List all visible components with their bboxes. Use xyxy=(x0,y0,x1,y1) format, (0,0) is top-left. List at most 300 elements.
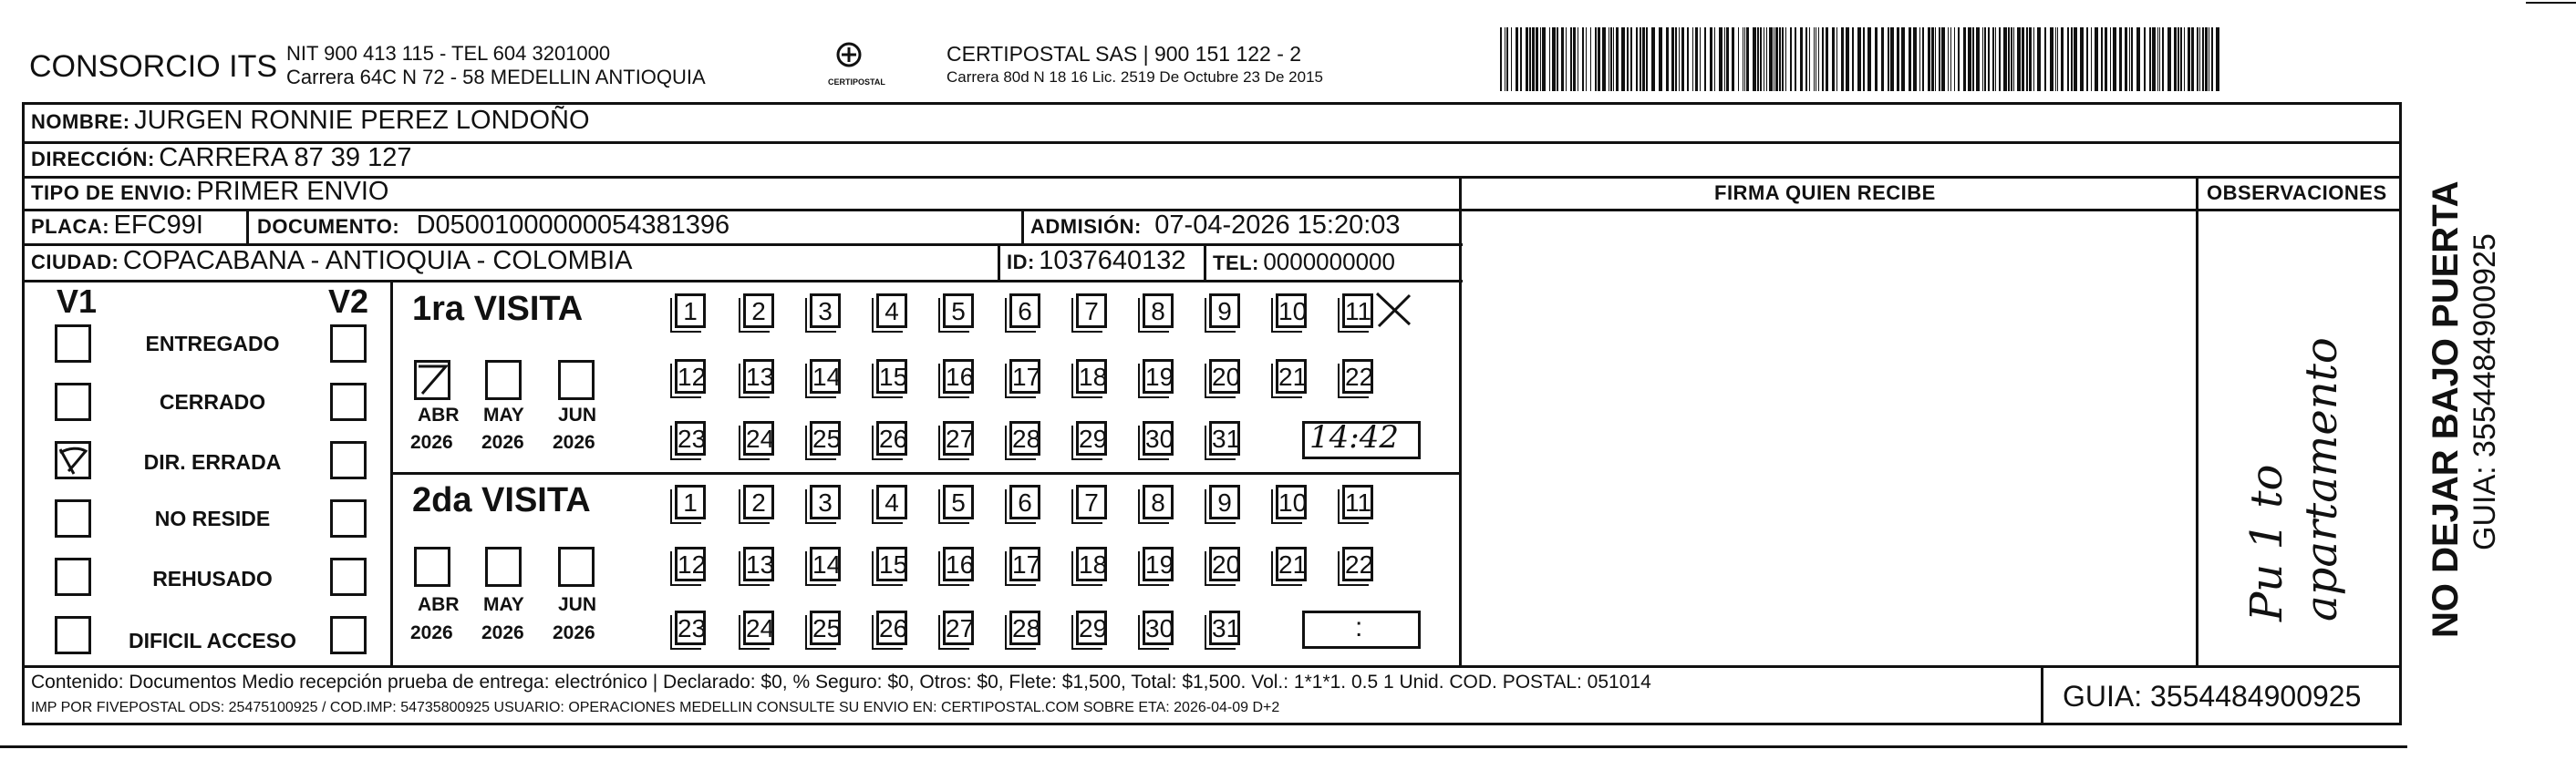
barcode-bar xyxy=(2197,27,2198,91)
barcode-bar xyxy=(2211,27,2213,91)
second-visit-day-30-box[interactable]: 30 xyxy=(1143,611,1174,645)
second-visit-day-23-box[interactable]: 23 xyxy=(675,611,706,645)
barcode-bar xyxy=(2216,27,2219,91)
barcode-bar xyxy=(1675,27,1677,91)
barcode-bar xyxy=(1919,27,1920,91)
barcode-bar xyxy=(1958,27,1960,91)
barcode-bar xyxy=(2080,27,2084,91)
observation-handwriting: Pu 1 to apartamento xyxy=(2241,337,2347,621)
first-visit-day-10-box[interactable]: 10 xyxy=(1276,293,1307,328)
barcode-bar xyxy=(2086,27,2088,91)
barcode-bar xyxy=(2008,27,2010,91)
barcode-bar xyxy=(2178,27,2179,91)
barcode-bar xyxy=(2044,27,2046,91)
second-visit-day-8-box[interactable]: 8 xyxy=(1143,485,1174,519)
carrier-info-line2: Carrera 80d N 18 16 Lic. 2519 De Octubre 23 De 2015 xyxy=(947,68,1323,86)
barcode-bar xyxy=(2074,27,2077,91)
v2-year-jun: 2026 xyxy=(553,622,595,643)
barcode-bar xyxy=(1976,27,1980,91)
v2-month-jun: JUN xyxy=(558,594,597,615)
barcode-bar xyxy=(1790,27,1792,91)
barcode-bar xyxy=(1704,27,1706,91)
first-visit-day-14-box[interactable]: 14 xyxy=(810,359,841,394)
v2-month-may: MAY xyxy=(483,594,524,615)
barcode-bar xyxy=(1536,27,1538,91)
barcode-bar xyxy=(1852,27,1854,91)
second-visit-day-21-box[interactable]: 21 xyxy=(1276,547,1307,581)
barcode-bar xyxy=(2013,27,2014,91)
barcode-bar xyxy=(1950,27,1951,91)
footer-print-line: IMP POR FIVEPOSTAL ODS: 25475100925 / COD.IMP: 54735800925 USUARIO: OPERACIONES MEDELLIN CONSULTE SU ENVIO EN: CERTIPOSTAL.COM SOBRE ETA: 2026-04-09 D+2 xyxy=(31,700,1280,715)
id-label: ID: xyxy=(1007,251,1035,273)
barcode-bar xyxy=(1598,27,1600,91)
barcode-bar xyxy=(2184,27,2185,91)
barcode-bar xyxy=(2144,27,2146,91)
barcode-bar xyxy=(1795,27,1796,91)
barcode-bar xyxy=(2180,27,2182,91)
barcode-bar xyxy=(1809,27,1810,91)
admision-value: 07-04-2026 15:20:03 xyxy=(1154,211,1401,240)
second-visit-day-11-box[interactable]: 11 xyxy=(1342,485,1373,519)
barcode-bar xyxy=(2205,27,2208,91)
barcode-bar xyxy=(2202,27,2204,91)
v2-no-reside-checkbox[interactable] xyxy=(330,499,367,538)
barcode-bar xyxy=(1516,27,1518,91)
v2-header: V2 xyxy=(328,282,369,320)
second-visit-time: : xyxy=(1355,612,1363,642)
v2-year-may: 2026 xyxy=(481,622,524,643)
barcode-bar xyxy=(1646,27,1648,91)
second-visit-day-3-box[interactable]: 3 xyxy=(810,485,841,519)
barcode-bar xyxy=(1532,27,1535,91)
status-dificil-acceso: DIFICIL ACCESO xyxy=(128,629,296,652)
v2-month-may-checkbox[interactable] xyxy=(485,547,522,587)
barcode-bar xyxy=(1630,27,1632,91)
barcode-bar xyxy=(1506,27,1508,91)
second-visit-day-22-box[interactable]: 22 xyxy=(1342,547,1373,581)
tel-label: TEL: xyxy=(1213,252,1259,274)
nombre-value: JURGEN RONNIE PEREZ LONDOÑO xyxy=(134,106,590,135)
barcode-bar xyxy=(1642,27,1645,91)
barcode-bar xyxy=(1695,27,1698,91)
first-visit-day-30-box[interactable]: 30 xyxy=(1143,421,1174,456)
barcode-bar xyxy=(1814,27,1815,91)
first-visit-day-21-box[interactable]: 21 xyxy=(1276,359,1307,394)
barcode-bar xyxy=(1529,27,1531,91)
barcode-bar xyxy=(2022,27,2024,91)
side-guia: GUIA: 3554484900925 xyxy=(2467,233,2502,550)
second-visit-day-10-box[interactable]: 10 xyxy=(1276,485,1307,519)
barcode-bar xyxy=(1636,27,1638,91)
nombre-row xyxy=(31,106,590,136)
second-visit-day-18-box[interactable]: 18 xyxy=(1076,547,1107,581)
barcode-bar xyxy=(1627,27,1629,91)
barcode-bar xyxy=(1863,27,1865,91)
status-entregado: ENTREGADO xyxy=(145,332,280,355)
second-visit-title: 2da VISITA xyxy=(412,481,591,519)
barcode-bar xyxy=(1757,27,1759,91)
barcode-bar xyxy=(1881,27,1884,91)
first-visit-time: 14:42 xyxy=(1309,419,1399,456)
v2-month-jun-checkbox[interactable] xyxy=(558,547,595,587)
barcode-bar xyxy=(1800,27,1803,91)
barcode-bar xyxy=(2159,27,2160,91)
barcode-bar xyxy=(1687,27,1689,91)
tipo-envio-value: PRIMER ENVIO xyxy=(196,177,389,206)
checkmark-icon xyxy=(417,363,448,397)
admision-label: ADMISIÓN: xyxy=(1030,215,1142,238)
v1-month-may-checkbox[interactable] xyxy=(485,360,522,400)
barcode-bar xyxy=(1640,27,1641,91)
first-visit-day-17-box[interactable]: 17 xyxy=(1009,359,1040,394)
barcode-bar xyxy=(1681,27,1684,91)
barcode-bar xyxy=(1875,27,1878,91)
barcode-bar xyxy=(2157,27,2158,91)
v2-year-abr: 2026 xyxy=(410,622,453,643)
second-visit-day-24-box[interactable]: 24 xyxy=(743,611,774,645)
barcode-bar xyxy=(1922,27,1924,91)
admision-row xyxy=(1030,211,1401,241)
second-visit-day-12-box[interactable]: 12 xyxy=(675,547,706,581)
barcode-bar xyxy=(2029,27,2032,91)
id-value: 1037640132 xyxy=(1039,246,1186,275)
v1-no-reside-checkbox[interactable] xyxy=(55,499,91,538)
first-visit-day-2-box[interactable]: 2 xyxy=(743,293,774,328)
barcode-bar xyxy=(1782,27,1784,91)
direccion-value: CARRERA 87 39 127 xyxy=(159,143,412,172)
v2-rehusado-checkbox[interactable] xyxy=(330,558,367,596)
barcode-bar xyxy=(1671,27,1674,91)
barcode-bar xyxy=(1586,27,1587,91)
second-visit-day-25-box[interactable]: 25 xyxy=(810,611,841,645)
barcode-bar xyxy=(2199,27,2200,91)
barcode-bar xyxy=(1805,27,1807,91)
second-visit-day-6-box[interactable]: 6 xyxy=(1009,485,1040,519)
v1-dir-errada-checkbox[interactable] xyxy=(55,441,91,479)
barcode-bar xyxy=(1948,27,1949,91)
barcode-bar xyxy=(1775,27,1778,91)
barcode-bar xyxy=(2033,27,2034,91)
first-visit-day-7-box[interactable]: 7 xyxy=(1076,293,1107,328)
barcode-bar xyxy=(2125,27,2127,91)
placa-row xyxy=(31,211,203,241)
barcode-bar xyxy=(2152,27,2156,91)
nombre-label: NOMBRE: xyxy=(31,110,130,133)
barcode-bar xyxy=(1570,27,1572,91)
second-visit-day-4-box[interactable]: 4 xyxy=(876,485,907,519)
barcode-bar xyxy=(2050,27,2054,91)
first-visit-day-12-box[interactable]: 12 xyxy=(675,359,706,394)
status-no-reside: NO RESIDE xyxy=(154,507,271,530)
day-11-cross-mark-icon xyxy=(1373,290,1415,330)
first-visit-day-22-box[interactable]: 22 xyxy=(1342,359,1373,394)
barcode-bar xyxy=(2067,27,2069,91)
barcode-bar xyxy=(2061,27,2064,91)
barcode-bar xyxy=(2026,27,2028,91)
second-visit-day-20-box[interactable]: 20 xyxy=(1209,547,1240,581)
v1-cerrado-checkbox[interactable] xyxy=(55,383,91,421)
barcode-bar xyxy=(1746,27,1749,91)
barcode-bar xyxy=(1995,27,1996,91)
barcode-bar xyxy=(1573,27,1576,91)
first-visit-day-9-box[interactable]: 9 xyxy=(1209,293,1240,328)
v1-year-jun: 2026 xyxy=(553,432,595,453)
barcode-bar xyxy=(2136,27,2140,91)
barcode-bar xyxy=(1826,27,1828,91)
barcode-bar xyxy=(1836,27,1837,91)
company-name: CONSORCIO ITS xyxy=(29,49,278,84)
barcode-bar xyxy=(1566,27,1567,91)
tel-value: 0000000000 xyxy=(1263,248,1395,275)
first-visit-day-31-box[interactable]: 31 xyxy=(1209,421,1240,456)
v1-month-may: MAY xyxy=(483,405,524,426)
v2-month-abr-checkbox[interactable] xyxy=(414,547,450,587)
barcode-bar xyxy=(2131,27,2133,91)
second-visit-day-26-box[interactable]: 26 xyxy=(876,611,907,645)
barcode-bar xyxy=(2105,27,2107,91)
first-visit-day-5-box[interactable]: 5 xyxy=(943,293,974,328)
documento-value: D05001000000054381396 xyxy=(416,211,730,240)
tel-row xyxy=(1213,248,1395,276)
barcode-bar xyxy=(1867,27,1871,91)
barcode-bar xyxy=(1710,27,1712,91)
barcode-bar xyxy=(1602,27,1606,91)
barcode-bar xyxy=(1753,27,1756,91)
barcode-bar xyxy=(1679,27,1680,91)
barcode-bar xyxy=(1582,27,1584,91)
barcode-bar xyxy=(2071,27,2073,91)
barcode-bar xyxy=(1549,27,1550,91)
barcode-bar xyxy=(1909,27,1911,91)
second-visit-day-31-box[interactable]: 31 xyxy=(1209,611,1240,645)
barcode-bar xyxy=(1857,27,1861,91)
barcode-bar xyxy=(1954,27,1955,91)
barcode-bar xyxy=(1590,27,1591,91)
checkmark-icon xyxy=(57,444,88,477)
barcode-bar xyxy=(1621,27,1625,91)
second-visit-day-1-box[interactable]: 1 xyxy=(675,485,706,519)
barcode-bar xyxy=(2110,27,2111,91)
barcode-bar xyxy=(1785,27,1786,91)
second-visit-day-28-box[interactable]: 28 xyxy=(1009,611,1040,645)
v1-year-abr: 2026 xyxy=(410,432,453,453)
second-visit-day-14-box[interactable]: 14 xyxy=(810,547,841,581)
tipo-envio-label: TIPO DE ENVIO: xyxy=(31,181,192,204)
v1-entregado-checkbox[interactable] xyxy=(55,324,91,363)
first-visit-day-13-box[interactable]: 13 xyxy=(743,359,774,394)
barcode-bar xyxy=(1744,27,1745,91)
barcode-bar xyxy=(1610,27,1612,91)
barcode-bar xyxy=(2101,27,2103,91)
barcode-bar xyxy=(1992,27,1994,91)
barcode-bar xyxy=(1526,27,1528,91)
barcode-bar xyxy=(2119,27,2122,91)
barcode-bar xyxy=(2055,27,2056,91)
v1-rehusado-checkbox[interactable] xyxy=(55,558,91,596)
barcode-bar xyxy=(2188,27,2190,91)
ciudad-value: COPACABANA - ANTIOQUIA - COLOMBIA xyxy=(122,246,633,275)
barcode-bar xyxy=(1982,27,1983,91)
v1-month-jun: JUN xyxy=(558,405,597,426)
ciudad-label: CIUDAD: xyxy=(31,251,119,273)
v1-month-abr-checkbox[interactable] xyxy=(414,360,450,400)
barcode-bar xyxy=(1988,27,1990,91)
v2-month-abr: ABR xyxy=(418,594,460,615)
footer-guia: GUIA: 3554484900925 xyxy=(2063,680,2362,713)
barcode-bar xyxy=(1732,27,1734,91)
barcode-bar xyxy=(1542,27,1546,91)
second-visit-day-29-box[interactable]: 29 xyxy=(1076,611,1107,645)
second-visit-day-17-box[interactable]: 17 xyxy=(1009,547,1040,581)
barcode-bar xyxy=(1999,27,2001,91)
barcode-bar xyxy=(1972,27,1974,91)
barcode-bar xyxy=(1760,27,1762,91)
barcode-bar xyxy=(1561,27,1564,91)
barcode-bar xyxy=(2017,27,2021,91)
direccion-label: DIRECCIÓN: xyxy=(31,148,155,170)
first-visit-day-24-box[interactable]: 24 xyxy=(743,421,774,456)
barcode-bar xyxy=(1890,27,1894,91)
v1-header: V1 xyxy=(57,282,98,320)
barcode-bar xyxy=(1557,27,1558,91)
barcode-bar xyxy=(1666,27,1669,91)
first-visit-day-19-box[interactable]: 19 xyxy=(1143,359,1174,394)
barcode-bar xyxy=(2057,27,2058,91)
barcode-bar xyxy=(2091,27,2092,91)
placa-label: PLACA: xyxy=(31,215,110,238)
barcode-bar xyxy=(1779,27,1781,91)
barcode-bar xyxy=(1540,27,1541,91)
second-visit-day-2-box[interactable]: 2 xyxy=(743,485,774,519)
barcode-bar xyxy=(1595,27,1597,91)
barcode-bar xyxy=(1552,27,1556,91)
barcode-bar xyxy=(1822,27,1824,91)
barcode-bar xyxy=(1724,27,1725,91)
barcode-bar xyxy=(1968,27,1971,91)
placa-value: EFC99I xyxy=(113,211,203,240)
second-visit-day-16-box[interactable]: 16 xyxy=(943,547,974,581)
barcode-bar xyxy=(2003,27,2007,91)
first-visit-day-16-box[interactable]: 16 xyxy=(943,359,974,394)
v1-dificil-acceso-checkbox[interactable] xyxy=(55,616,91,654)
second-visit-day-7-box[interactable]: 7 xyxy=(1076,485,1107,519)
second-visit-day-19-box[interactable]: 19 xyxy=(1143,547,1174,581)
barcode-bar xyxy=(1719,27,1723,91)
barcode-bar xyxy=(2174,27,2177,91)
second-visit-day-5-box[interactable]: 5 xyxy=(943,485,974,519)
barcode-bar xyxy=(1939,27,1940,91)
status-cerrado: CERRADO xyxy=(159,390,266,414)
v2-cerrado-checkbox[interactable] xyxy=(330,383,367,421)
v1-year-may: 2026 xyxy=(481,432,524,453)
barcode xyxy=(1500,27,2225,91)
barcode-bar xyxy=(1616,27,1619,91)
barcode-bar xyxy=(1846,27,1849,91)
first-visit-day-26-box[interactable]: 26 xyxy=(876,421,907,456)
barcode-bar xyxy=(1659,27,1662,91)
first-visit-day-6-box[interactable]: 6 xyxy=(1009,293,1040,328)
barcode-bar xyxy=(1692,27,1693,91)
barcode-bar xyxy=(2167,27,2171,91)
barcode-bar xyxy=(1714,27,1715,91)
status-rehusado: REHUSADO xyxy=(152,567,273,591)
barcode-bar xyxy=(1511,27,1512,91)
v2-dificil-acceso-checkbox[interactable] xyxy=(330,616,367,654)
barcode-bar xyxy=(1520,27,1522,91)
firma-label: FIRMA QUIEN RECIBE xyxy=(1714,181,1936,204)
first-visit-day-28-box[interactable]: 28 xyxy=(1009,421,1040,456)
v2-dir-errada-checkbox[interactable] xyxy=(330,441,367,479)
barcode-bar xyxy=(1841,27,1844,91)
barcode-bar xyxy=(1726,27,1729,91)
v1-month-jun-checkbox[interactable] xyxy=(558,360,595,400)
first-visit-day-4-box[interactable]: 4 xyxy=(876,293,907,328)
barcode-bar xyxy=(2162,27,2164,91)
barcode-bar xyxy=(1769,27,1773,91)
barcode-bar xyxy=(1935,27,1936,91)
observaciones-label: OBSERVACIONES xyxy=(2207,181,2387,204)
documento-row xyxy=(257,211,729,241)
status-dir-errada: DIR. ERRADA xyxy=(143,450,282,474)
first-visit-day-23-box[interactable]: 23 xyxy=(675,421,706,456)
first-visit-day-25-box[interactable]: 25 xyxy=(810,421,841,456)
barcode-bar xyxy=(2113,27,2116,91)
barcode-bar xyxy=(1901,27,1905,91)
side-notice: NO DEJAR BAJO PUERTA xyxy=(2426,180,2466,638)
barcode-bar xyxy=(2129,27,2130,91)
barcode-bar xyxy=(1832,27,1835,91)
second-visit-day-15-box[interactable]: 15 xyxy=(876,547,907,581)
barcode-bar xyxy=(1941,27,1945,91)
first-visit-day-3-box[interactable]: 3 xyxy=(810,293,841,328)
first-visit-day-11-box[interactable]: 11 xyxy=(1342,293,1373,328)
barcode-bar xyxy=(1888,27,1889,91)
first-visit-day-27-box[interactable]: 27 xyxy=(943,421,974,456)
second-visit-day-13-box[interactable]: 13 xyxy=(743,547,774,581)
company-info-line2: Carrera 64C N 72 - 58 MEDELLIN ANTIOQUIA xyxy=(286,66,706,88)
barcode-bar xyxy=(2011,27,2012,91)
barcode-bar xyxy=(2191,27,2194,91)
first-visit-day-15-box[interactable]: 15 xyxy=(876,359,907,394)
barcode-bar xyxy=(1766,27,1767,91)
barcode-bar xyxy=(1700,27,1701,91)
barcode-bar xyxy=(2037,27,2041,91)
logo-text: CERTIPOSTAL xyxy=(828,77,885,87)
footer-content-line: Contenido: Documentos Medio recepción prueba de entrega: electrónico | Declarado: $0, % Seguro: $0, Otros: $0, Flete: $1,500, Total: $1,500. Vol.: 1*1*1. 0.5 1 Unid. COD. POSTAL: 051014 xyxy=(31,672,1651,693)
barcode-bar xyxy=(1818,27,1819,91)
barcode-bar xyxy=(2095,27,2098,91)
v1-month-abr: ABR xyxy=(418,405,460,426)
barcode-bar xyxy=(1738,27,1739,91)
first-visit-day-20-box[interactable]: 20 xyxy=(1209,359,1240,394)
barcode-bar xyxy=(1928,27,1930,91)
ciudad-row xyxy=(31,246,632,276)
second-visit-day-9-box[interactable]: 9 xyxy=(1209,485,1240,519)
first-visit-day-8-box[interactable]: 8 xyxy=(1143,293,1174,328)
barcode-bar xyxy=(1931,27,1934,91)
second-visit-day-27-box[interactable]: 27 xyxy=(943,611,974,645)
barcode-bar xyxy=(1500,27,1502,91)
first-visit-day-29-box[interactable]: 29 xyxy=(1076,421,1107,456)
first-visit-day-1-box[interactable]: 1 xyxy=(675,293,706,328)
tipo-envio-row xyxy=(31,177,388,207)
v2-entregado-checkbox[interactable] xyxy=(330,324,367,363)
first-visit-day-18-box[interactable]: 18 xyxy=(1076,359,1107,394)
barcode-bar xyxy=(1613,27,1614,91)
company-info-line1: NIT 900 413 115 - TEL 604 3201000 xyxy=(286,42,611,65)
barcode-bar xyxy=(1651,27,1655,91)
documento-label: DOCUMENTO: xyxy=(257,215,400,238)
